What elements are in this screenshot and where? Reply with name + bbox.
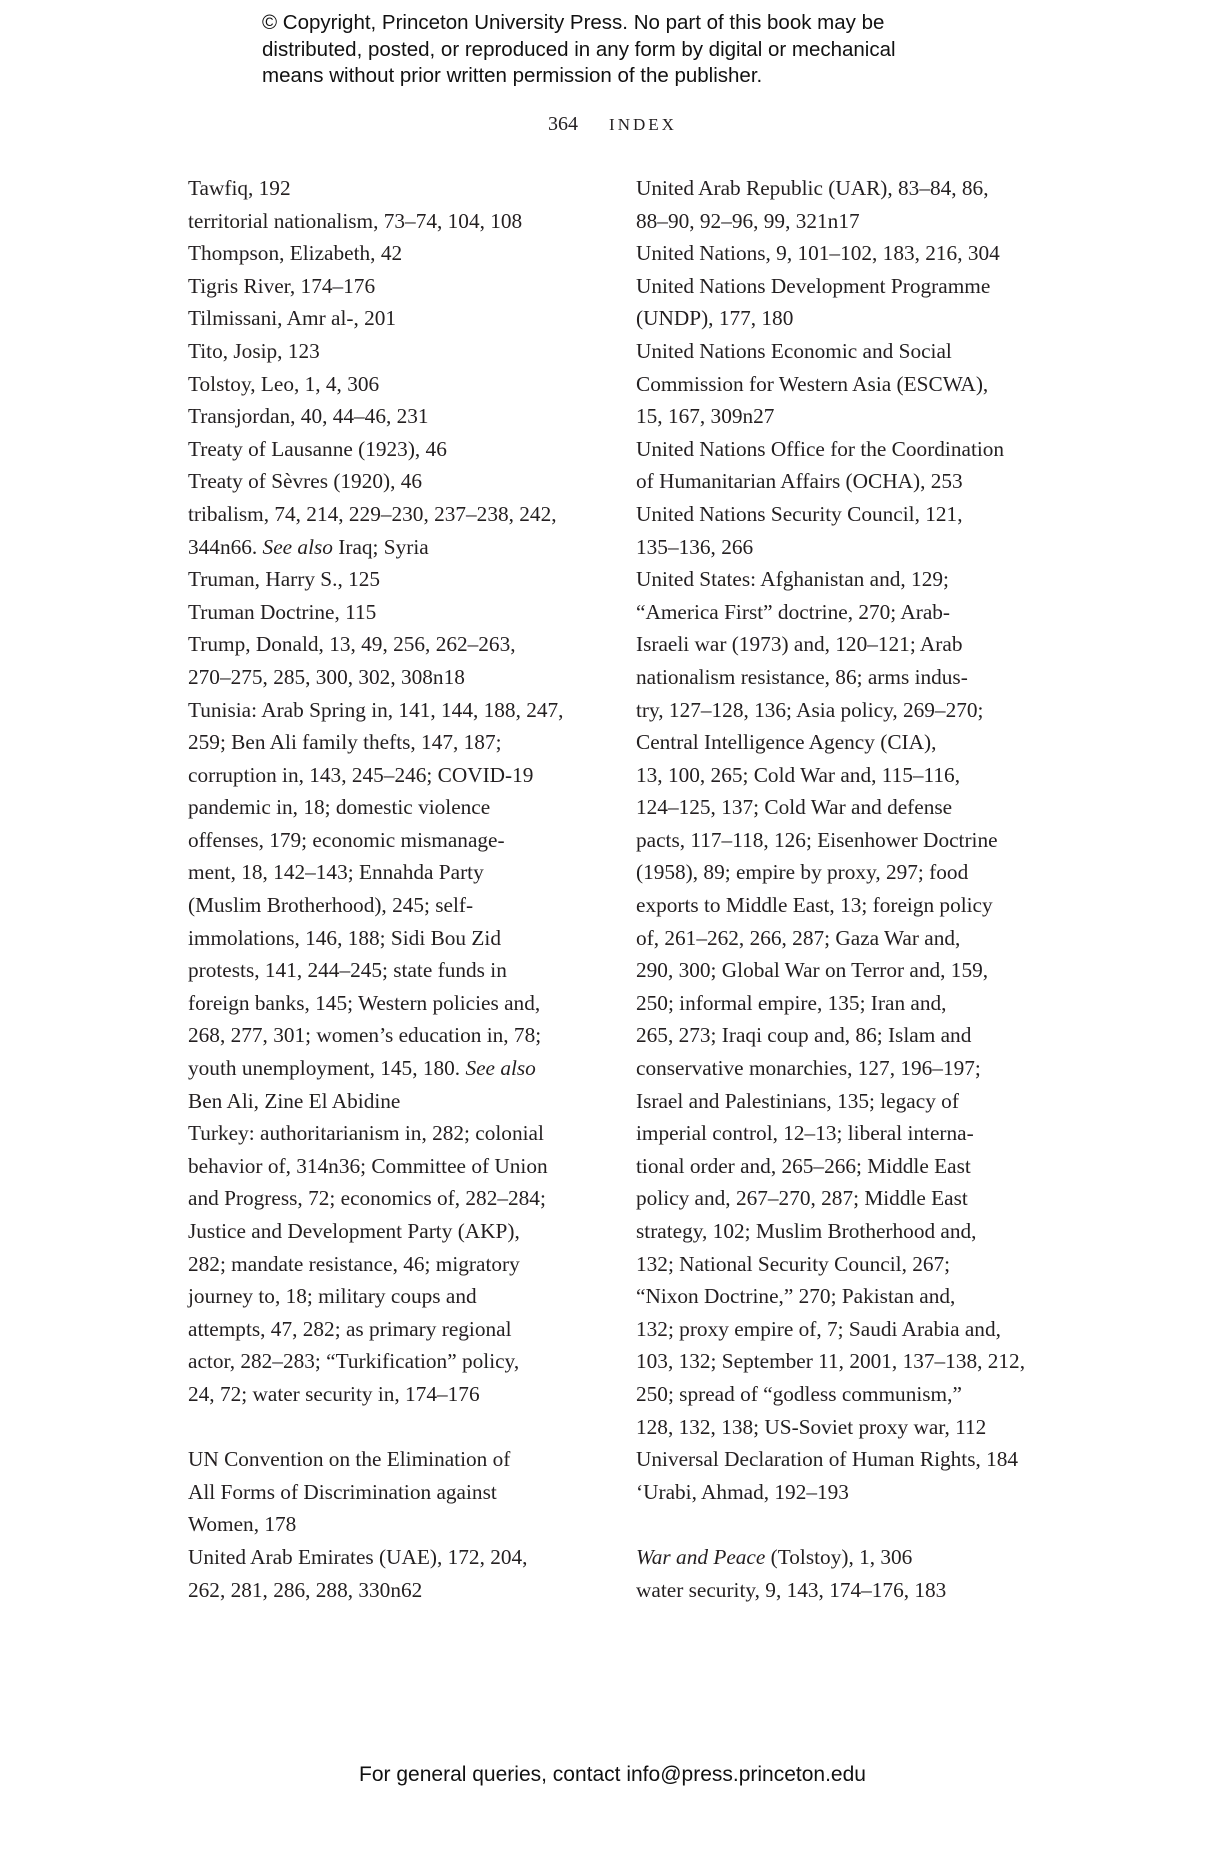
index-entry-line: War and Peace (Tolstoy), 1, 306 xyxy=(636,1544,913,1569)
index-entry-line: imperial control, 12–13; liberal interna- xyxy=(636,1121,974,1146)
index-entry-line: offenses, 179; economic mismanage- xyxy=(188,827,505,852)
index-entry-line: United Arab Emirates (UAE), 172, 204, xyxy=(188,1544,528,1569)
section-title: INDEX xyxy=(609,115,677,134)
index-entry-line: Tolstoy, Leo, 1, 4, 306 xyxy=(188,371,380,396)
index-entry-line: Truman Doctrine, 115 xyxy=(188,599,377,624)
index-entry-line: tional order and, 265–266; Middle East xyxy=(636,1153,971,1178)
index-entry-line: All Forms of Discrimination against xyxy=(188,1479,497,1504)
index-entry-line: Israeli war (1973) and, 120–121; Arab xyxy=(636,632,963,657)
index-entry-line: journey to, 18; military coups and xyxy=(188,1284,477,1309)
index-entry-line: protests, 141, 244–245; state funds in xyxy=(188,958,507,983)
index-entry-line: Women, 178 xyxy=(188,1512,297,1537)
index-entry-line: and Progress, 72; economics of, 282–284; xyxy=(188,1186,546,1211)
index-entry-line: tribalism, 74, 214, 229–230, 237–238, 242, xyxy=(188,501,557,526)
index-entry xyxy=(636,335,1046,433)
index-entry-line: Commission for Western Asia (ESCWA), xyxy=(636,371,989,396)
index-entry-line: 344n66. See also Iraq; Syria xyxy=(188,534,429,559)
index-entry-line: Tawfiq, 192 xyxy=(188,176,291,200)
index-entry xyxy=(188,205,593,238)
index-entry-line: strategy, 102; Muslim Brotherhood and, xyxy=(636,1219,977,1243)
index-entry-line: Thompson, Elizabeth, 42 xyxy=(188,241,403,266)
copyright-line: means without prior written permission of the publisher. xyxy=(262,64,763,87)
index-entry-line: 13, 100, 265; Cold War and, 115–116, xyxy=(636,762,961,787)
index-entry-line: Tilmissani, Amr al-, 201 xyxy=(188,306,397,331)
index-entry-line: 268, 277, 301; women’s education in, 78; xyxy=(188,1023,542,1048)
index-entry-line: United Nations Office for the Coordination xyxy=(636,436,1005,461)
page-number: 364 xyxy=(548,113,579,135)
index-entry-line: 88–90, 92–96, 99, 321n17 xyxy=(636,208,860,233)
index-entry-line: ‘Urabi, Ahmad, 192–193 xyxy=(636,1479,849,1504)
index-entry-line: Transjordan, 40, 44–46, 231 xyxy=(188,404,429,429)
index-entry xyxy=(188,433,593,466)
index-entry-line: water security, 9, 143, 174–176, 183 xyxy=(636,1577,947,1602)
index-entry-line: actor, 282–283; “Turkification” policy, xyxy=(188,1349,520,1374)
index-entry-line: immolations, 146, 188; Sidi Bou Zid xyxy=(188,925,501,950)
index-entry-line: Israel and Palestinians, 135; legacy of xyxy=(636,1088,959,1113)
index-entry-line: foreign banks, 145; Western policies and, xyxy=(188,990,541,1015)
index-entry xyxy=(636,1476,1046,1509)
copyright-notice xyxy=(262,10,1022,90)
index-entry-line: United States: Afghanistan and, 129; xyxy=(636,567,949,592)
index-entry-line: 265, 273; Iraqi coup and, 86; Islam and xyxy=(636,1023,972,1048)
index-entry xyxy=(188,335,593,368)
index-entry-line: 250; spread of “godless communism,” xyxy=(636,1381,962,1406)
index-entry xyxy=(188,596,593,629)
index-entry-line: 282; mandate resistance, 46; migratory xyxy=(188,1251,520,1276)
index-entry xyxy=(188,1117,593,1410)
index-entry xyxy=(188,1541,593,1606)
index-entry xyxy=(188,302,593,335)
index-entry-line: try, 127–128, 136; Asia policy, 269–270; xyxy=(636,697,984,722)
index-entry-line: Central Intelligence Agency (CIA), xyxy=(636,730,937,755)
index-entry-line: “America First” doctrine, 270; Arab- xyxy=(636,599,951,624)
index-entry-line: Trump, Donald, 13, 49, 256, 262–263, xyxy=(188,632,516,657)
index-entry xyxy=(636,563,1046,1443)
index-entry-line: Ben Ali, Zine El Abidine xyxy=(188,1088,401,1113)
index-entry-line: 132; National Security Council, 267; xyxy=(636,1251,951,1276)
index-entry-line: UN Convention on the Elimination of xyxy=(188,1447,511,1472)
index-entry-line: territorial nationalism, 73–74, 104, 108 xyxy=(188,208,523,233)
index-entry xyxy=(188,465,593,498)
index-entry-line: of Humanitarian Affairs (OCHA), 253 xyxy=(636,469,963,494)
index-entry-line: behavior of, 314n36; Committee of Union xyxy=(188,1153,548,1178)
index-entry-line: exports to Middle East, 13; foreign policy xyxy=(636,893,993,918)
copyright-line: distributed, posted, or reproduced in any form by digital or mechanical xyxy=(262,37,896,61)
index-entry-line: 270–275, 285, 300, 302, 308n18 xyxy=(188,664,465,689)
index-entry-line: Tito, Josip, 123 xyxy=(188,338,320,363)
copyright-line: © Copyright, Princeton University Press. No part of this book may be xyxy=(262,11,885,34)
index-entry-line: policy and, 267–270, 287; Middle East xyxy=(636,1186,968,1211)
index-entry-line: 24, 72; water security in, 174–176 xyxy=(188,1381,480,1406)
running-head xyxy=(0,111,1225,138)
index-column-right xyxy=(636,172,1046,1606)
index-entry xyxy=(188,563,593,596)
index-entry xyxy=(188,237,593,270)
index-entry-line: Tunisia: Arab Spring in, 141, 144, 188, 247, xyxy=(188,697,564,722)
index-entry-line: Treaty of Sèvres (1920), 46 xyxy=(188,469,423,494)
index-entry-line: Treaty of Lausanne (1923), 46 xyxy=(188,436,447,461)
letter-group-gap xyxy=(188,1411,593,1444)
index-entry-line: 15, 167, 309n27 xyxy=(636,404,775,429)
index-entry-line: 132; proxy empire of, 7; Saudi Arabia and, xyxy=(636,1316,1001,1341)
index-entry-line: conservative monarchies, 127, 196–197; xyxy=(636,1056,981,1081)
index-entry-line: (UNDP), 177, 180 xyxy=(636,306,794,331)
index-entry-line: 290, 300; Global War on Terror and, 159, xyxy=(636,958,989,983)
index-entry xyxy=(636,270,1046,335)
index-entry xyxy=(188,172,593,205)
index-entry-line: United Arab Republic (UAR), 83–84, 86, xyxy=(636,176,989,200)
index-entry-line: attempts, 47, 282; as primary regional xyxy=(188,1316,512,1341)
index-column-left xyxy=(188,172,593,1606)
index-entry-line: 124–125, 137; Cold War and defense xyxy=(636,795,953,820)
index-entry-line: Truman, Harry S., 125 xyxy=(188,567,381,592)
index-entry-line: 259; Ben Ali family thefts, 147, 187; xyxy=(188,730,502,755)
index-entry-line: 135–136, 266 xyxy=(636,534,754,559)
index-entry-line: (1958), 89; empire by proxy, 297; food xyxy=(636,860,969,885)
index-entry-line: pacts, 117–118, 126; Eisenhower Doctrine xyxy=(636,827,998,852)
index-entry xyxy=(188,368,593,401)
index-entry-line: 103, 132; September 11, 2001, 137–138, 212, xyxy=(636,1349,1026,1374)
index-entry xyxy=(636,1574,1046,1607)
index-entry-line: youth unemployment, 145, 180. See also xyxy=(188,1056,536,1081)
index-entry xyxy=(636,433,1046,498)
index-entry-line: (Muslim Brotherhood), 245; self- xyxy=(188,893,474,918)
index-entry-line: Turkey: authoritarianism in, 282; colonial xyxy=(188,1121,544,1146)
index-entry xyxy=(636,498,1046,563)
index-entry-line: United Nations Development Programme xyxy=(636,273,991,298)
index-entry-line: United Nations Economic and Social xyxy=(636,338,952,363)
index-entry-line: corruption in, 143, 245–246; COVID-19 xyxy=(188,762,534,787)
index-entry-line: 128, 132, 138; US-Soviet proxy war, 112 xyxy=(636,1414,987,1439)
index-entry-line: Justice and Development Party (AKP), xyxy=(188,1219,520,1243)
letter-group-gap xyxy=(636,1508,1046,1541)
index-entry-line: 250; informal empire, 135; Iran and, xyxy=(636,990,947,1015)
footer-contact: For general queries, contact info@press.princeton.edu xyxy=(359,1763,866,1786)
index-entry-line: pandemic in, 18; domestic violence xyxy=(188,795,491,820)
index-entry-line: United Nations, 9, 101–102, 183, 216, 304 xyxy=(636,241,1000,266)
index-entry xyxy=(636,237,1046,270)
index-entry xyxy=(188,1443,593,1541)
index-entry-line: “Nixon Doctrine,” 270; Pakistan and, xyxy=(636,1284,956,1309)
index-entry xyxy=(636,172,1046,237)
index-entry xyxy=(188,400,593,433)
index-entry xyxy=(188,694,593,1118)
index-entry xyxy=(188,270,593,303)
index-entry xyxy=(188,498,593,563)
index-entry-line: Tigris River, 174–176 xyxy=(188,273,376,298)
index-entry-line: United Nations Security Council, 121, xyxy=(636,501,963,526)
index-entry-line: 262, 281, 286, 288, 330n62 xyxy=(188,1577,423,1602)
index-entry xyxy=(188,628,593,693)
index-entry xyxy=(636,1541,1046,1574)
index-entry-line: Universal Declaration of Human Rights, 184 xyxy=(636,1447,1019,1472)
index-entry-line: of, 261–262, 266, 287; Gaza War and, xyxy=(636,925,961,950)
index-entry-line: nationalism resistance, 86; arms indus- xyxy=(636,664,968,689)
index-entry-line: ment, 18, 142–143; Ennahda Party xyxy=(188,860,484,885)
index-entry xyxy=(636,1443,1046,1476)
